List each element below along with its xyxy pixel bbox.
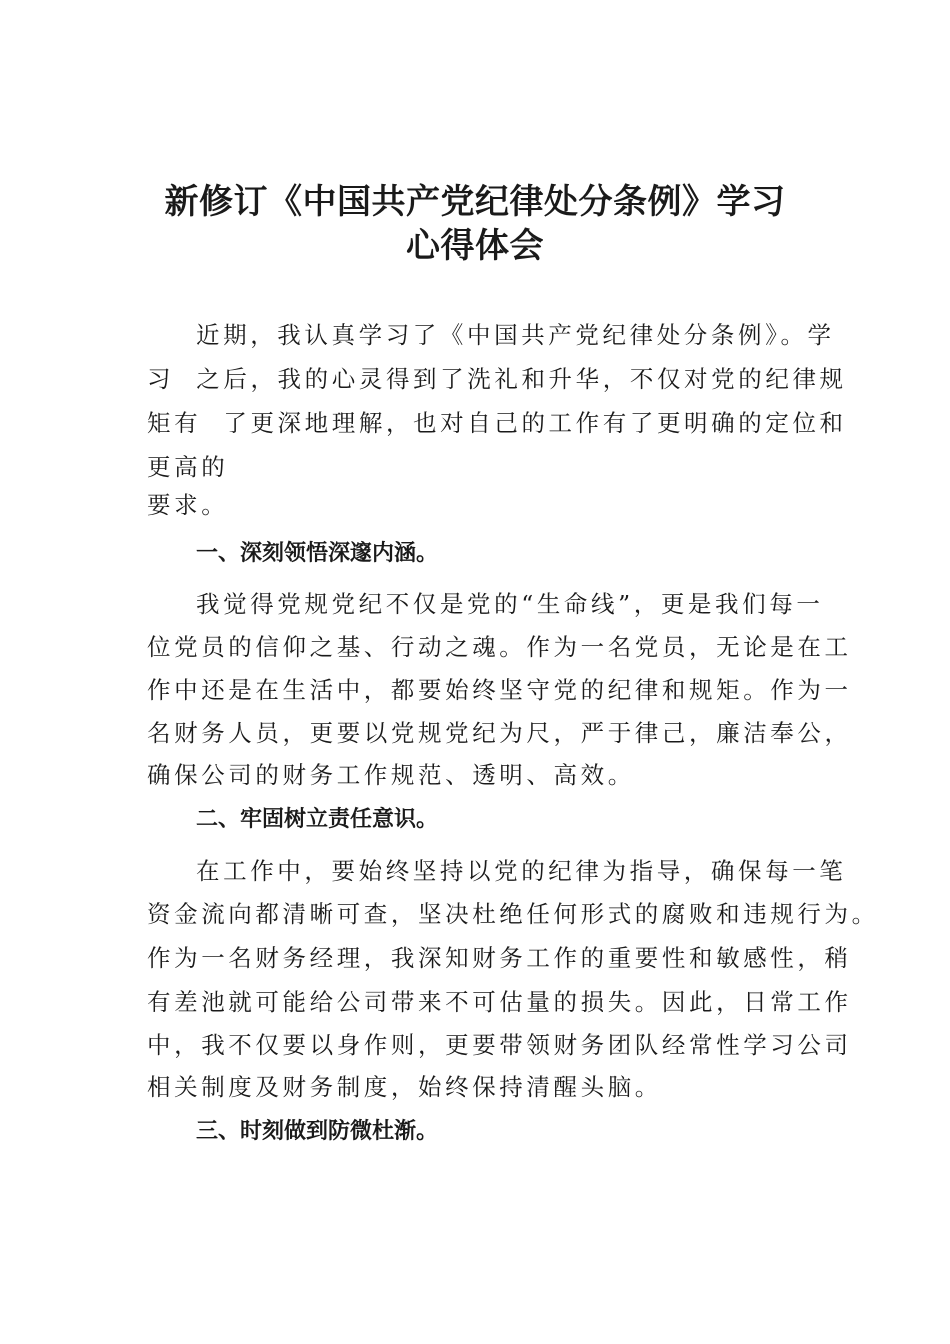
intro-line: 习 之后，我的心灵得到了洗礼和升华，不仅对党的纪律规	[147, 365, 847, 393]
section-heading: 一、深刻领悟深邃内涵。	[196, 541, 439, 566]
intro-line: 更高的	[147, 453, 229, 481]
paragraph-line: 确保公司的财务工作规范、透明、高效。	[147, 761, 635, 789]
paragraph-line: 在工作中，要始终坚持以党的纪律为指导，确保每一笔	[196, 857, 847, 885]
paragraph-line: 名财务人员，更要以党规党纪为尺，严于律己，廉洁奉公，	[147, 719, 852, 747]
document-title-line-2: 心得体会	[406, 226, 544, 266]
paragraph-line: 我觉得党规党纪不仅是党的“生命线”，更是我们每一	[196, 590, 824, 618]
paragraph-line: 作中还是在生活中，都要始终坚守党的纪律和规矩。作为一	[147, 676, 852, 704]
section-heading: 三、时刻做到防微杜渐。	[196, 1119, 439, 1144]
paragraph-line: 相关制度及财务制度，始终保持清醒头脑。	[147, 1073, 662, 1101]
paragraph-line: 有差池就可能给公司带来不可估量的损失。因此，日常工作	[147, 988, 852, 1016]
intro-line: 要求。	[147, 491, 229, 519]
section-heading: 二、牢固树立责任意识。	[196, 807, 439, 832]
intro-line: 近期，我认真学习了《中国共产党纪律处分条例》。学	[196, 321, 835, 349]
intro-line: 矩有 了更深地理解，也对自己的工作有了更明确的定位和	[147, 409, 847, 437]
paragraph-line: 作为一名财务经理，我深知财务工作的重要性和敏感性，稍	[147, 944, 852, 972]
paragraph-line: 位党员的信仰之基、行动之魂。作为一名党员，无论是在工	[147, 633, 852, 661]
document-title-line-1: 新修订《中国共产党纪律处分条例》学习	[164, 182, 786, 222]
paragraph-line: 中，我不仅要以身作则，更要带领财务团队经常性学习公司	[147, 1031, 852, 1059]
paragraph-line: 资金流向都清晰可查，坚决杜绝任何形式的腐败和违规行为。	[147, 900, 879, 928]
